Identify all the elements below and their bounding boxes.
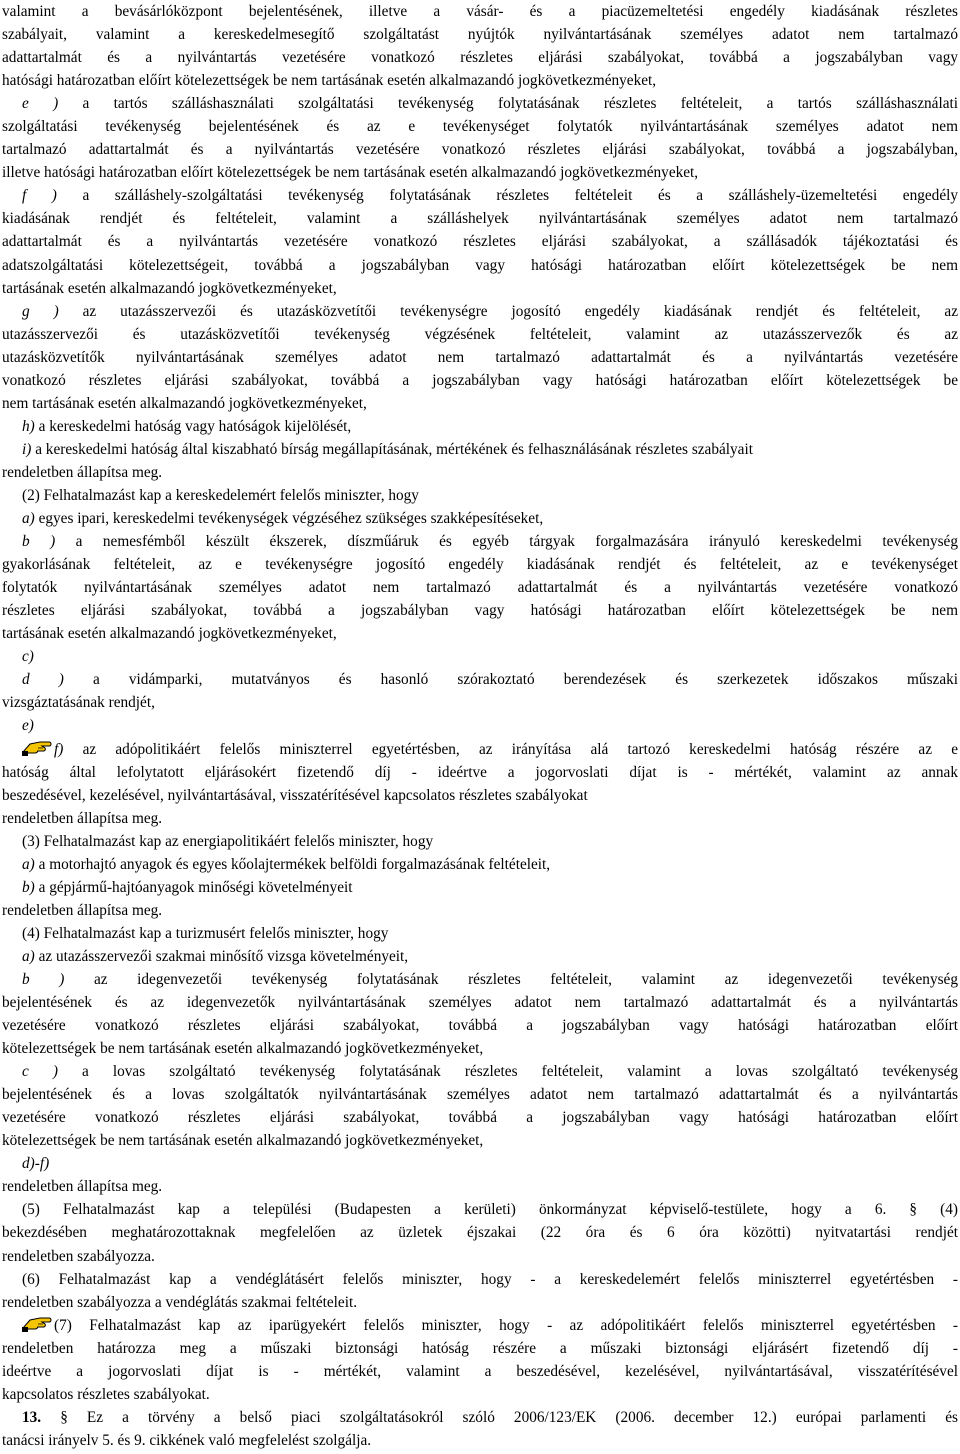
item-label: g ) xyxy=(22,302,59,320)
line-text: hatóság által lefolytatott eljárásokért fizetendő díj - ideértve a jogorvoslati díjat is - mértékét, valamint az annak xyxy=(2,763,958,781)
text-line xyxy=(2,92,958,115)
line-text: vezetésére vonatkozó részletes eljárási szabályokat, továbbá a jogszabályban vagy hatósági határozatban előírt xyxy=(2,1017,958,1035)
line-text: rendeletben állapítsa meg. xyxy=(2,1178,163,1196)
line-text: kötelezettségek be nem tartásának esetén alkalmazandó jogkövetkezményeket, xyxy=(2,1132,484,1150)
text-line xyxy=(2,1152,958,1175)
line-text: a tartós szálláshasználati szolgáltatási tevékenység folytatásának részletes feltételeit, a tartós szálláshasználati xyxy=(82,95,958,113)
line-text: rendeletben határozza meg a műszaki biztonsági hatóság részére a műszaki biztonsági eljárásért fizetendő díj - xyxy=(2,1339,958,1357)
text-line xyxy=(2,1037,958,1060)
text-line xyxy=(2,207,958,230)
line-text: vonatkozó részletes eljárási szabályokat, továbbá a jogszabályban vagy hatósági határozatban előírt kötelezettségek be xyxy=(2,371,958,389)
text-line xyxy=(2,138,958,161)
text-line xyxy=(2,1014,958,1037)
line-text: adatszolgáltatási kötelezettségeit, továbbá a jogszabályban vagy hatósági határozatban előírt kötelezettségek be nem xyxy=(2,256,958,274)
line-text: szabályait, valamint a kereskedelmesegítő szolgáltatást nyújtók nyilvántartásának személyes adatot nem tartalmazó xyxy=(2,26,958,44)
text-line xyxy=(2,1129,958,1152)
text-line xyxy=(2,968,958,991)
line-text: kiadásának rendjét és feltételeit, valamint a szálláshelyek nyilvántartásának személyes adatot nem tartalmazó xyxy=(2,210,958,228)
line-text: tartalmazó adattartalmát és a nyilvántartás vezetésére vonatkozó részletes eljárási szabályokat, továbbá a jogszabályban, xyxy=(2,141,958,159)
item-label: b ) xyxy=(22,970,65,988)
text-line xyxy=(2,277,958,300)
line-text: adattartalmát és a nyilvántartás vezetésére vonatkozó részletes eljárási szabályokat, a szállásadók tájékoztatási és xyxy=(2,233,958,251)
item-label: i) xyxy=(22,440,32,458)
text-line xyxy=(2,438,958,461)
item-label: a) xyxy=(22,855,35,873)
line-text: a nemesfémből készült ékszerek, díszműáruk és egyéb tárgyak forgalmazására irányuló kereskedelmi tevékenység xyxy=(75,533,958,551)
line-text: valamint a bevásárlóközpont bejelentésének, illetve a vásár- és a piacüzemeltetési engedély kiadásának részletes xyxy=(2,3,958,20)
pointing-hand-icon[interactable] xyxy=(22,1315,52,1333)
text-line xyxy=(2,530,958,553)
text-line xyxy=(2,1314,958,1337)
text-line xyxy=(2,69,958,92)
line-text: tartásának esetén alkalmazandó jogkövetkezményeket, xyxy=(2,625,337,643)
line-text: illetve hatósági határozatban előírt kötelezettségek be nem tartásának esetén alkalmazandó jogkövetkezményeket, xyxy=(2,164,699,182)
text-line xyxy=(2,1268,958,1291)
line-text: (6) Felhatalmazást kap a vendéglátásért felelős miniszter, hogy - a kereskedelemért felelős miniszterrel egyetértésben - xyxy=(22,1270,958,1288)
line-text: a gépjármű-hajtóanyagok minőségi követelményeit xyxy=(38,878,353,896)
line-text: rendeletben állapítsa meg. xyxy=(2,809,163,827)
item-label: c) xyxy=(22,648,34,666)
text-line xyxy=(2,1406,958,1429)
line-text: egyes ipari, kereskedelmi tevékenységek végzéséhez szükséges szakképesítéseket, xyxy=(38,510,544,528)
text-line xyxy=(2,738,958,761)
line-text: az utazásszervezői és utazásközvetítői tevékenységre jogosító engedély kiadásának rendjét és feltételeit, az xyxy=(82,302,958,320)
text-line xyxy=(2,807,958,830)
line-text: (5) Felhatalmazást kap a települési (Budapesten a kerületi) önkormányzat képviselő-testülete, hogy a 6. § (4) xyxy=(22,1201,958,1219)
text-line xyxy=(2,369,958,392)
text-line xyxy=(2,668,958,691)
text-line xyxy=(2,392,958,415)
text-line xyxy=(2,784,958,807)
line-text: bejelentésének és az idegenvezetők nyilvántartásának személyes adatot nem tartalmazó adattartalmát és a nyilvántartás xyxy=(2,994,958,1012)
text-line xyxy=(2,161,958,184)
text-line xyxy=(2,830,958,853)
line-text: részletes eljárási szabályokat, továbbá a jogszabályban vagy hatósági határozatban előírt kötelezettségek be nem xyxy=(2,602,958,620)
text-line xyxy=(2,184,958,207)
text-line xyxy=(2,1337,958,1360)
line-text: a szálláshely-szolgáltatási tevékenység folytatásának részletes feltételeit és a szálláshely-üzemeltetési engedély xyxy=(82,187,958,205)
line-text: hatósági határozatban előírt kötelezettségek be nem tartásának esetén alkalmazandó jogkövetkezményeket, xyxy=(2,72,657,90)
text-line xyxy=(2,1429,958,1452)
text-line xyxy=(2,991,958,1014)
line-text: rendeletben szabályozza. xyxy=(2,1247,155,1265)
line-text: adattartalmát és a nyilvántartás vezetésére vonatkozó részletes eljárási szabályokat, továbbá a jogszabályban vagy xyxy=(2,49,958,67)
line-text: utazásszervezői és utazásközvetítői tevékenység végzésének feltételeit, valamint az utazásszervezők és az xyxy=(2,325,958,343)
item-label: h) xyxy=(22,417,35,435)
line-text: a vidámparki, mutatványos és hasonló szórakoztató berendezések és szerkezetek időszakos műszaki xyxy=(93,671,958,689)
item-label: c ) xyxy=(22,1063,58,1081)
line-text: utazásközvetítők nyilvántartásának személyes adatot nem tartalmazó adattartalmát és a nyilvántartás vezetésére xyxy=(2,348,958,366)
item-label: b ) xyxy=(22,533,56,551)
text-line xyxy=(2,254,958,277)
line-text: a kereskedelmi hatóság által kiszabható bírság megállapításának, mértékének és felhasználásának részletes szabályait xyxy=(35,440,753,458)
line-text: (3) Felhatalmazást kap az energiapolitikáért felelős miniszter, hogy xyxy=(22,832,434,850)
text-line xyxy=(2,230,958,253)
text-line xyxy=(2,922,958,945)
text-line xyxy=(2,1245,958,1268)
text-line xyxy=(2,23,958,46)
line-text: bejelentésének és a lovas szolgáltatók nyilvántartásának személyes adatot nem tartalmazó adattartalmát és a nyilvántartás xyxy=(2,1086,958,1104)
line-text: szolgáltatási tevékenység bejelentésének és az e tevékenységet folytatók nyilvántartásának személyes adatot nem xyxy=(2,118,958,136)
text-line xyxy=(2,0,958,23)
line-text: az idegenvezetői tevékenység folytatásának részletes feltételeit, valamint az idegenvezetői tevékenység xyxy=(93,970,958,988)
text-line xyxy=(2,1175,958,1198)
line-text: kapcsolatos részletes szabályokat. xyxy=(2,1385,210,1403)
text-line xyxy=(2,1198,958,1221)
line-text: a motorhajtó anyagok és egyes kőolajtermékek belföldi forgalmazásának feltételeit, xyxy=(38,855,551,873)
item-label: d ) xyxy=(22,671,64,689)
line-text: rendeletben állapítsa meg. xyxy=(2,463,163,481)
text-line xyxy=(2,1360,958,1383)
text-line xyxy=(2,507,958,530)
text-line xyxy=(2,323,958,346)
pointing-hand-icon[interactable] xyxy=(22,739,52,757)
line-text: rendeletben szabályozza a vendéglátás szakmai feltételeit. xyxy=(2,1293,358,1311)
text-line xyxy=(2,1083,958,1106)
text-line xyxy=(2,645,958,668)
line-text: a lovas szolgáltató tevékenység folytatásának részletes feltételeit, valamint a lovas szolgáltató tevékenység xyxy=(82,1063,958,1081)
text-line xyxy=(2,899,958,922)
line-text: bekezdésében meghatározottaknak megfelelően az üzletek éjszakai (22 óra és 6 óra közötti) nyitvatartási rendjét xyxy=(2,1224,958,1242)
text-line xyxy=(2,346,958,369)
line-text: az utazásszervezői szakmai minősítő vizsga követelményeit, xyxy=(38,947,409,965)
text-line xyxy=(2,761,958,784)
text-line xyxy=(2,876,958,899)
text-line xyxy=(2,115,958,138)
item-label: d)-f) xyxy=(22,1155,50,1173)
text-line xyxy=(2,622,958,645)
line-text: (4) Felhatalmazást kap a turizmusért felelős miniszter, hogy xyxy=(22,924,389,942)
item-label: e) xyxy=(22,717,34,735)
line-text: beszedésével, kezelésével, nyilvántartásával, visszatérítésével kapcsolatos részletes szabályokat xyxy=(2,786,588,804)
item-label: a) xyxy=(22,510,35,528)
item-label: 13. xyxy=(22,1408,42,1426)
line-text: ideértve a jogorvoslati díjat is - mértékét, valamint a beszedésével, kezelésével, nyilvántartásával, visszatérítésével xyxy=(2,1362,958,1380)
line-text: folytatók nyilvántartásának személyes adatot nem tartalmazó adattartalmát és a nyilvántartás vezetésére vonatkozó xyxy=(2,579,958,597)
item-label: f ) xyxy=(22,187,57,205)
text-line xyxy=(2,1291,958,1314)
line-text: gyakorlásának feltételeit, az e tevékenységre jogosító engedély kiadásának rendjét és feltételeit, az e tevékenységet xyxy=(2,556,958,574)
item-label: e ) xyxy=(22,95,59,113)
line-text: nem tartásának esetén alkalmazandó jogkövetkezményeket, xyxy=(2,394,367,412)
line-text: (2) Felhatalmazást kap a kereskedelemért felelős miniszter, hogy xyxy=(22,486,419,504)
text-line xyxy=(2,714,958,737)
text-line xyxy=(2,576,958,599)
line-text: tanácsi irányelv 5. és 9. cikkének való megfelelést szolgálja. xyxy=(2,1431,372,1449)
text-line xyxy=(2,415,958,438)
line-text: tartásának esetén alkalmazandó jogkövetkezményeket, xyxy=(2,279,337,297)
text-line xyxy=(2,945,958,968)
text-line xyxy=(2,1383,958,1406)
text-line xyxy=(2,461,958,484)
item-label: b) xyxy=(22,878,35,896)
text-line xyxy=(2,691,958,714)
text-line xyxy=(2,853,958,876)
text-line xyxy=(2,484,958,507)
line-text: § Ez a törvény a belső piaci szolgáltatásokról szóló 2006/123/EK (2006. december 12.) európai parlamenti és xyxy=(60,1408,958,1426)
line-text: vezetésére vonatkozó részletes eljárási szabályokat, továbbá a jogszabályban vagy hatósági határozatban előírt xyxy=(2,1109,958,1127)
text-line xyxy=(2,1221,958,1244)
text-line xyxy=(2,1060,958,1083)
text-line xyxy=(2,1106,958,1129)
line-text: vizsgáztatásának rendjét, xyxy=(2,694,155,712)
line-text: (7) Felhatalmazást kap az iparügyekért felelős miniszter, hogy - az adópolitikáért felelős miniszterrel egyetértésben - xyxy=(54,1316,958,1334)
text-line xyxy=(2,46,958,69)
line-text: rendeletben állapítsa meg. xyxy=(2,901,163,919)
line-text: a kereskedelmi hatóság vagy hatóságok kijelölését, xyxy=(38,417,352,435)
text-line xyxy=(2,300,958,323)
item-label: a) xyxy=(22,947,35,965)
item-label: f) xyxy=(54,740,64,758)
text-line xyxy=(2,553,958,576)
line-text: az adópolitikáért felelős miniszterrel egyetértésben, az irányítása alá tartozó kereskedelmi hatóság részére az e xyxy=(82,740,958,758)
text-line xyxy=(2,599,958,622)
line-text: kötelezettségek be nem tartásának esetén alkalmazandó jogkövetkezményeket, xyxy=(2,1040,484,1058)
